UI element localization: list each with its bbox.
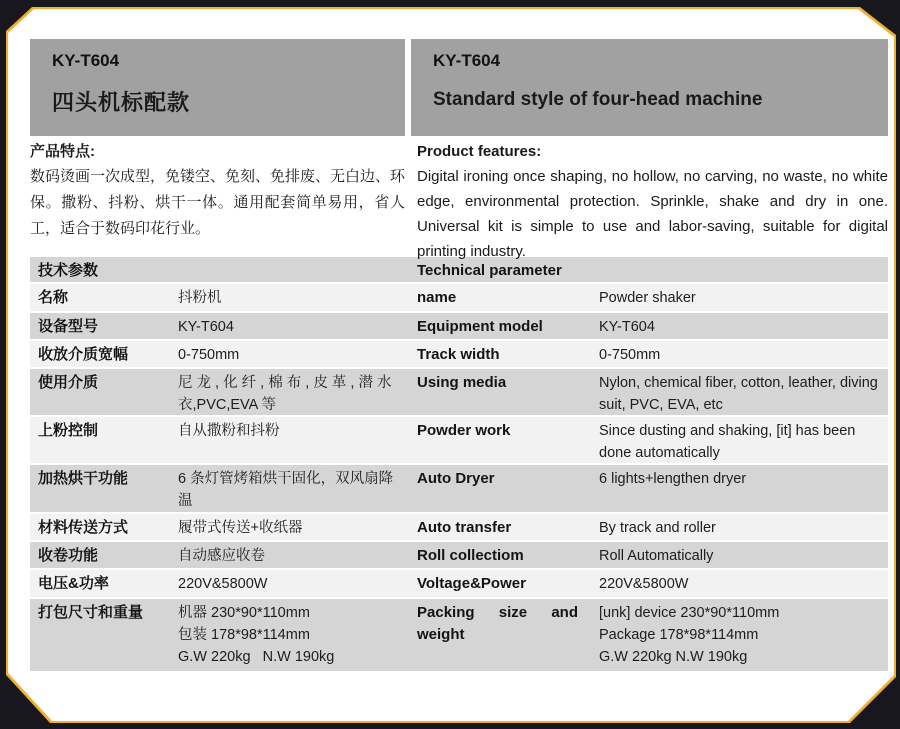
param-label-en: Voltage&Power	[417, 575, 526, 592]
table-row	[30, 599, 888, 671]
param-label-zh: 设备型号	[38, 318, 99, 335]
param-label-zh: 收放介质宽幅	[38, 346, 129, 363]
param-value-en	[590, 417, 888, 463]
subtitle-en: Standard style of four-head machine	[433, 89, 763, 110]
param-value-zh	[170, 341, 405, 367]
value-line: Powder shaker	[599, 290, 696, 306]
value-line: 机器 230*90*110mm	[178, 605, 310, 621]
value-line: 6 lights+lengthen dryer	[599, 471, 747, 487]
model-number-en: KY-T604	[433, 51, 501, 70]
title-block-chinese	[30, 39, 405, 136]
param-label-en: Using media	[417, 374, 507, 391]
param-value-zh	[170, 570, 405, 597]
value-line: 自从撒粉和抖粉	[178, 423, 280, 439]
value-line: 0-750mm	[178, 347, 240, 363]
param-label-zh: 收卷功能	[38, 547, 99, 564]
value-line: G.W 220kg N.W 190kg	[178, 649, 335, 665]
param-label-en: Roll collectiom	[417, 547, 524, 564]
param-value-zh	[170, 542, 405, 568]
param-value-zh	[170, 369, 405, 415]
table-row	[30, 514, 888, 542]
table-row	[30, 313, 888, 341]
value-line: Package 178*98*114mm	[599, 627, 759, 643]
value-line: 包装 178*98*114mm	[178, 627, 310, 643]
model-number-zh: KY-T604	[52, 51, 120, 70]
value-line: 220V&5800W	[178, 576, 268, 592]
param-label-en: Packing size and weight	[417, 604, 578, 643]
param-value-en	[590, 341, 888, 367]
value-line: G.W 220kg N.W 190kg	[599, 649, 748, 665]
section-title-en: Technical parameter	[417, 262, 562, 279]
param-value-en	[590, 313, 888, 339]
param-value-zh	[170, 313, 405, 339]
param-label-zh: 打包尺寸和重量	[38, 604, 144, 621]
param-value-zh	[170, 417, 405, 463]
table-row	[30, 465, 888, 514]
param-label-en: name	[417, 289, 457, 306]
spec-table	[30, 257, 888, 671]
title-band	[30, 39, 888, 136]
value-line: [unk] device 230*90*110mm	[599, 605, 780, 621]
param-label-en: Auto Dryer	[417, 470, 495, 487]
value-line: KY-T604	[178, 319, 234, 335]
features-body-en: Digital ironing once shaping, no hollow, no carving, no waste, no white edge, environmental protection. Sprinkle, shake and dry in one. Universal kit is simple to use and labor-saving, suitable for digital printing industry.	[417, 168, 888, 260]
features-chinese	[30, 138, 405, 255]
param-label-zh: 使用介质	[38, 374, 99, 391]
param-value-en	[590, 514, 888, 540]
param-value-zh	[170, 465, 405, 512]
value-line: Roll Automatically	[599, 548, 714, 564]
value-line: Nylon, chemical fiber, cotton, leather, diving suit, PVC, EVA, etc	[599, 375, 878, 413]
param-label-en: Track width	[417, 346, 500, 363]
param-value-en	[590, 465, 888, 512]
table-row	[30, 542, 888, 570]
subtitle-zh: 四头机标配款	[52, 90, 191, 115]
table-row	[30, 417, 888, 465]
section-title-zh: 技术参数	[38, 262, 99, 279]
param-value-zh	[170, 599, 405, 671]
value-line: 220V&5800W	[599, 576, 689, 592]
features-section	[30, 138, 888, 260]
param-value-en	[590, 284, 888, 311]
param-value-en	[590, 570, 888, 597]
param-label-en: Equipment model	[417, 318, 543, 335]
value-line: 自动感应收卷	[178, 548, 265, 564]
param-value-zh	[170, 284, 405, 311]
value-line: 抖粉机	[178, 290, 222, 306]
table-row	[30, 284, 888, 313]
param-value-en	[590, 599, 888, 671]
section-header-row	[30, 257, 888, 284]
param-label-zh: 加热烘干功能	[38, 470, 129, 487]
value-line: 履带式传送+收纸器	[178, 520, 303, 536]
param-label-en: Auto transfer	[417, 519, 512, 536]
spec-sheet	[30, 39, 888, 671]
param-label-zh: 电压&功率	[38, 575, 109, 592]
value-line: By track and roller	[599, 520, 716, 536]
param-label-zh: 名称	[38, 289, 69, 306]
param-label-zh: 材料传送方式	[38, 519, 129, 536]
param-value-en	[590, 542, 888, 568]
value-line: 0-750mm	[599, 347, 661, 363]
table-row	[30, 570, 888, 599]
table-row	[30, 369, 888, 417]
features-body-zh: 数码烫画一次成型，免镂空、免刻、免排废、无白边、环保。撒粉、抖粉、烘干一体。通用配套简单易用，省人工，适合于数码印花行业。	[30, 168, 406, 237]
title-block-english	[411, 39, 888, 136]
param-label-en: Powder work	[417, 422, 511, 439]
table-row	[30, 341, 888, 369]
value-line: KY-T604	[599, 319, 655, 335]
value-line: Since dusting and shaking, [it] has been done automatically	[599, 423, 856, 461]
features-english	[411, 138, 888, 260]
value-line: 尼 龙 , 化 纤 , 棉 布 , 皮 革 , 潜 水 衣,PVC,EVA 等	[178, 375, 392, 413]
features-title-en: Product features:	[417, 143, 542, 160]
features-title-zh: 产品特点:	[30, 143, 95, 160]
value-line: 6 条灯管烤箱烘干固化，双风扇降温	[178, 471, 394, 509]
param-value-zh	[170, 514, 405, 540]
param-value-en	[590, 369, 888, 415]
param-label-zh: 上粉控制	[38, 422, 99, 439]
